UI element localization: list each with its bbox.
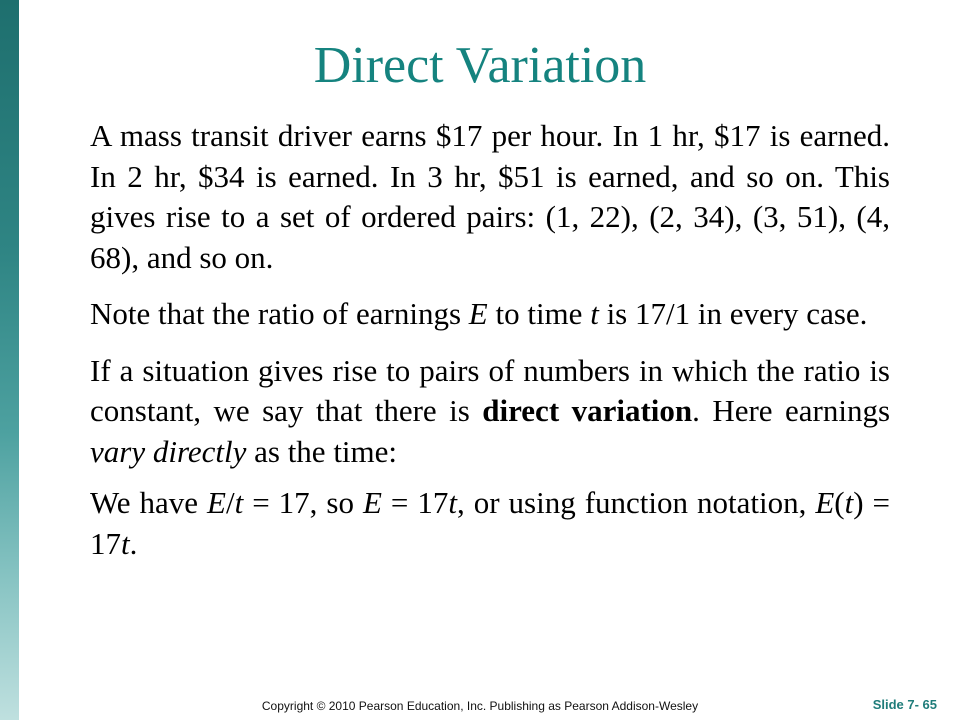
text-run: If a situation gives rise to pairs of numbers in which the ratio is constant, we say that there is: [90, 352, 890, 428]
text-run: as the time:: [246, 433, 398, 469]
slide-title: Direct Variation: [313, 37, 647, 94]
variable-t: t: [448, 485, 457, 520]
text-run: ) = 17: [90, 485, 891, 561]
text-run: (: [834, 485, 845, 520]
text-run: . Here earnings: [692, 393, 891, 428]
term-direct-variation: direct variation: [482, 393, 693, 428]
text-run: = 17, so: [243, 485, 363, 520]
text-run: = 17: [381, 485, 449, 520]
variable-t: t: [121, 525, 130, 561]
footer-copyright: Copyright © 2010 Pearson Education, Inc. Publishing as Pearson Addison-Wesley: [261, 699, 699, 713]
variable-E: E: [815, 485, 835, 520]
variable-E: E: [468, 296, 488, 331]
paragraph-ratio-note: [90, 294, 890, 335]
variable-t: t: [844, 485, 854, 520]
text-run: to time: [487, 296, 591, 331]
sidebar-accent-bar: [0, 0, 19, 720]
variable-E: E: [207, 485, 226, 520]
text-run: We have: [90, 485, 208, 520]
paragraph-earnings-example: A mass transit driver earns $17 per hour. In 1 hr, $17 is earned. In 2 hr, $34 is earned. In 3 hr, $51 is earned, and so on. This gives rise to a set of ordered pairs: (1, 22), (2, 34), (3, 51), (4, 68), and so on.: [90, 118, 890, 275]
text-run: .: [129, 525, 138, 561]
paragraph-definition: [90, 351, 890, 473]
variable-t: t: [234, 485, 244, 520]
footer-slide-number: Slide 7- 65: [872, 697, 937, 712]
paragraph-equation: [90, 483, 890, 564]
text-run: /: [225, 485, 235, 520]
variable-t: t: [590, 296, 599, 331]
slide-body: [90, 116, 890, 564]
phrase-vary-directly: vary directly: [90, 433, 247, 469]
variable-E: E: [362, 485, 382, 520]
text-run: is 17/1 in every case.: [598, 296, 868, 331]
text-run: , or using function notation,: [457, 485, 816, 520]
text-run: Note that the ratio of earnings: [90, 296, 469, 331]
